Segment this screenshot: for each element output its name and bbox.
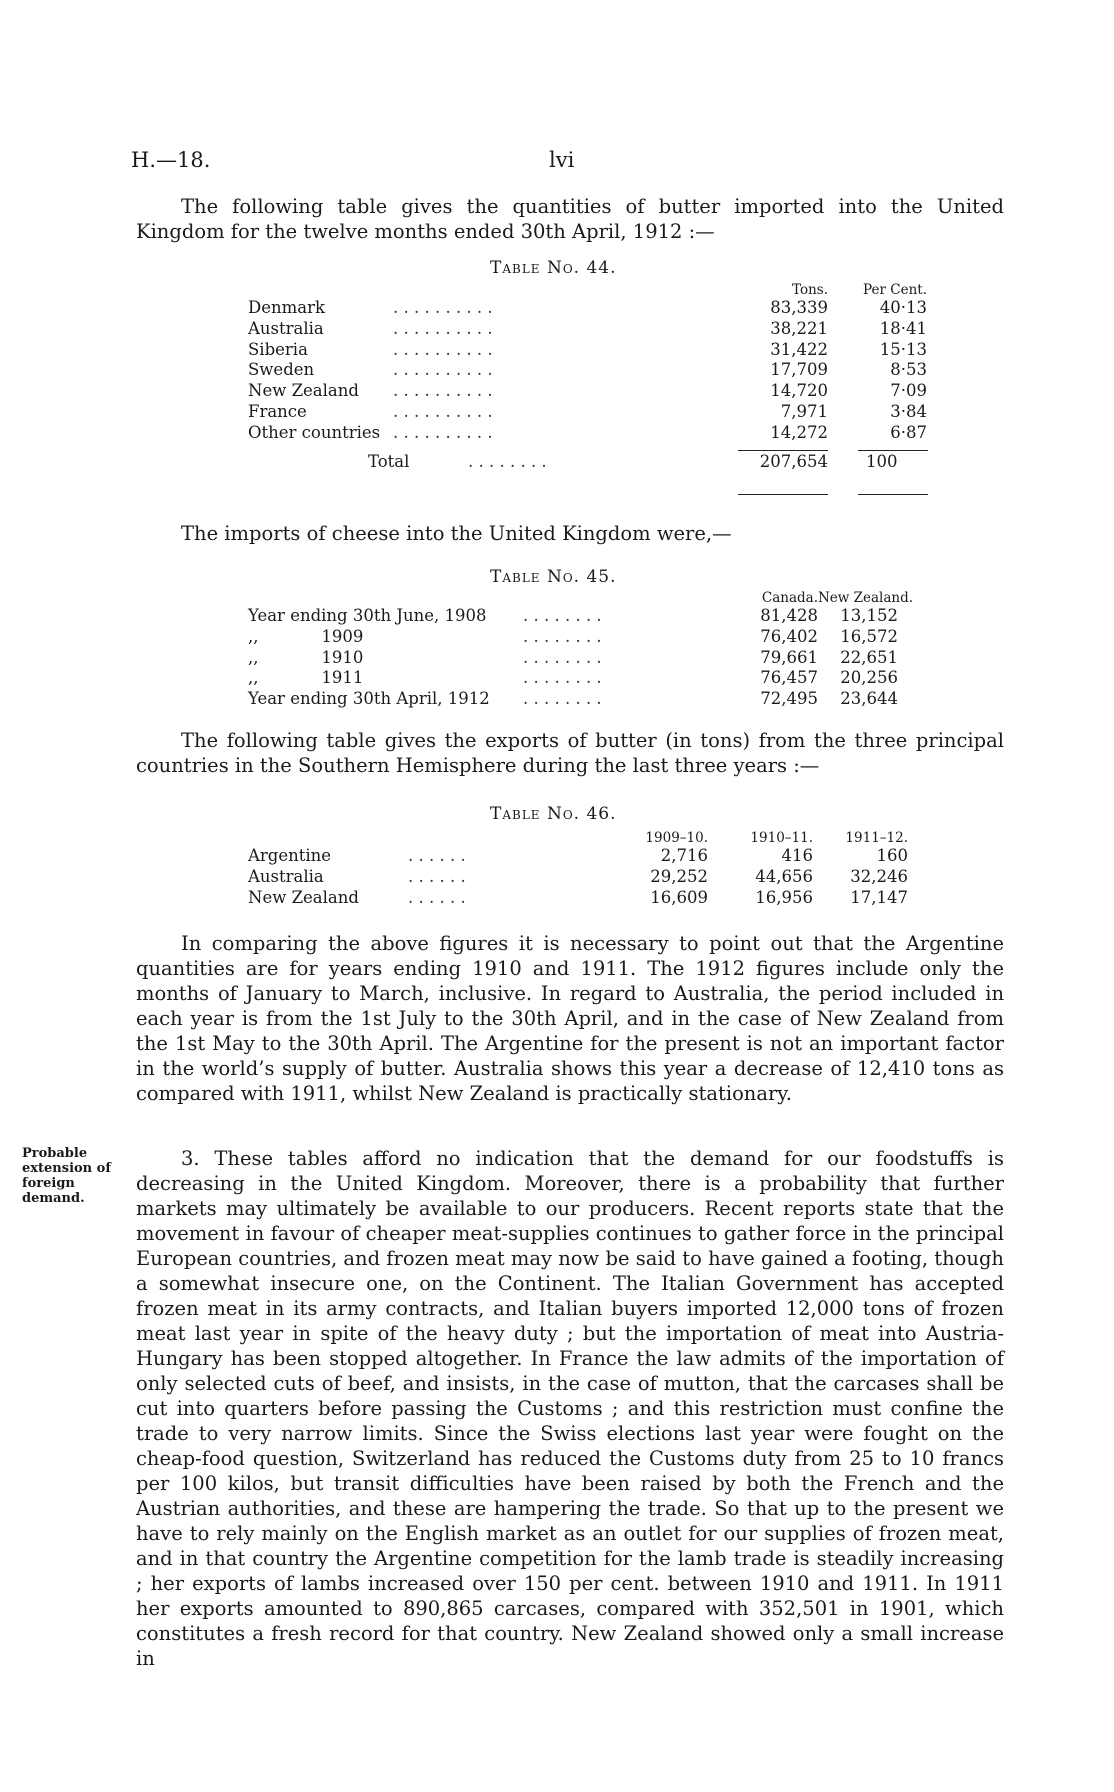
total-rule <box>858 494 928 495</box>
tons-value: 17,709 <box>770 360 828 380</box>
value-1909-10: 2,716 <box>660 846 708 865</box>
percent-value: 3·84 <box>890 401 927 421</box>
table-total-row <box>248 452 928 473</box>
table-46-caption: Table No. 46. <box>490 804 617 824</box>
new-zealand-value: 13,152 <box>840 606 898 625</box>
leader-dots: . . . . . . . . . . <box>393 381 493 401</box>
percent-value: 6·87 <box>890 422 927 442</box>
table-45-header <box>248 588 913 606</box>
table-row <box>248 888 908 909</box>
year-label: ,, 1910 <box>248 647 364 667</box>
leader-dots: . . . . . . . . . . <box>393 339 493 359</box>
canada-value: 76,457 <box>760 668 818 688</box>
country-name: Australia <box>248 866 324 886</box>
table-44 <box>248 280 928 472</box>
table-row <box>248 319 928 340</box>
table-45-caption: Table No. 45. <box>490 567 617 587</box>
sum-rule <box>738 450 828 451</box>
col-tons-header: Tons. <box>792 282 828 298</box>
total-label: Total <box>368 451 410 471</box>
value-1911-12: 160 <box>876 846 908 865</box>
total-tons-value: 207,654 <box>759 451 828 471</box>
canada-value: 76,402 <box>760 626 818 646</box>
table-row <box>248 668 908 689</box>
value-1911-12: 17,147 <box>850 887 908 907</box>
table-row <box>248 867 908 888</box>
leader-dots: . . . . . . . . <box>523 668 602 688</box>
tons-value: 31,422 <box>770 339 828 359</box>
percent-value: 15·13 <box>879 339 927 359</box>
table-row <box>248 423 928 444</box>
leader-dots: . . . . . . . . . . <box>393 318 493 338</box>
table-row <box>248 402 928 423</box>
intro-paragraph-butter-imports: The following table gives the quantities of butter imported into the United Kingdom for the twelve months ended 30th April, 1912 :— <box>136 195 1004 243</box>
col-canada-header: Canada. <box>761 590 818 606</box>
leader-dots: . . . . . . <box>408 846 466 865</box>
country-name: Other countries <box>248 422 381 442</box>
sum-rule <box>858 450 928 451</box>
tons-value: 7,971 <box>780 401 828 421</box>
col-new-zealand-header: New Zealand. <box>817 590 913 606</box>
table-46-header <box>248 828 908 846</box>
leader-dots: . . . . . . . . . . <box>393 401 493 421</box>
table-45 <box>248 588 913 710</box>
table-row <box>248 381 928 402</box>
country-name: Siberia <box>248 339 308 359</box>
value-1910-11: 44,656 <box>755 866 813 886</box>
country-name: Argentine <box>248 846 332 865</box>
percent-value: 7·09 <box>890 381 927 401</box>
leader-dots: . . . . . . . . . . <box>393 298 493 317</box>
leader-dots: . . . . . . . . <box>523 689 602 709</box>
percent-value: 8·53 <box>890 360 927 380</box>
percent-value: 40·13 <box>879 298 927 317</box>
value-1909-10: 16,609 <box>650 887 708 907</box>
country-name: New Zealand <box>248 381 359 401</box>
country-name: Sweden <box>248 360 315 380</box>
year-label: ,, 1911 <box>248 668 364 688</box>
year-label: Year ending 30th June, 1908 <box>248 606 487 625</box>
year-label: ,, 1909 <box>248 626 364 646</box>
intro-paragraph-cheese-imports: The imports of cheese into the United Kingdom were,— <box>181 522 732 545</box>
leader-dots: . . . . . . <box>408 887 466 907</box>
value-1910-11: 16,956 <box>755 887 813 907</box>
tons-value: 83,339 <box>770 298 828 317</box>
tons-value: 38,221 <box>770 318 828 338</box>
table-row <box>248 689 908 710</box>
new-zealand-value: 22,651 <box>840 647 898 667</box>
table-row <box>248 606 908 627</box>
table-row <box>248 298 928 319</box>
year-label: Year ending 30th April, 1912 <box>248 689 490 709</box>
col-1909-10-header: 1909–10. <box>645 830 708 846</box>
table-row <box>248 846 908 867</box>
total-rule <box>738 494 828 495</box>
leader-dots: . . . . . . <box>408 866 466 886</box>
leader-dots: . . . . . . . . . . <box>393 360 493 380</box>
country-name: Denmark <box>248 298 325 317</box>
new-zealand-value: 23,644 <box>840 689 898 709</box>
leader-dots: . . . . . . . . . . <box>393 422 493 442</box>
leader-dots: . . . . . . . . <box>468 451 547 471</box>
intro-paragraph-butter-exports: The following table gives the exports of butter (in tons) from the three principal countries in the Southern Hemisphere during the last three years :— <box>136 729 1004 777</box>
canada-value: 79,661 <box>760 647 818 667</box>
page-number: lvi <box>549 148 575 172</box>
leader-dots: . . . . . . . . <box>523 606 602 625</box>
tons-value: 14,720 <box>770 381 828 401</box>
table-44-header <box>248 280 928 298</box>
table-46 <box>248 828 908 908</box>
canada-value: 81,428 <box>760 606 818 625</box>
table-44-caption: Table No. 44. <box>490 258 617 278</box>
table-row <box>248 360 928 381</box>
margin-note: Probable extension of foreign demand. <box>22 1146 111 1206</box>
new-zealand-value: 20,256 <box>840 668 898 688</box>
percent-value: 18·41 <box>879 318 927 338</box>
table-row <box>248 627 908 648</box>
total-percent-value: 100 <box>866 451 898 471</box>
table-row <box>248 340 928 361</box>
report-reference: H.—18. <box>131 148 211 172</box>
new-zealand-value: 16,572 <box>840 626 898 646</box>
value-1909-10: 29,252 <box>650 866 708 886</box>
tons-value: 14,272 <box>770 422 828 442</box>
col-1910-11-header: 1910–11. <box>750 830 813 846</box>
country-name: Australia <box>248 318 324 338</box>
col-percent-header: Per Cent. <box>863 282 927 298</box>
leader-dots: . . . . . . . . <box>523 647 602 667</box>
comparison-paragraph: In comparing the above figures it is necessary to point out that the Argentine quantities are for years ending 1910 and 1911. The 1912 figures include only the months of January to March, inclusive. In regard to Australia, the period included in each year is from the 1st July to the 30th April, and in the case of New Zealand from the 1st May to the 30th April. The Argentine for the present is not an important factor in the world’s supply of butter. Australia shows this year a decrease of 12,410 tons as compared with 1911, whilst New Zealand is practically stationary. <box>136 932 1004 1105</box>
value-1911-12: 32,246 <box>850 866 908 886</box>
leader-dots: . . . . . . . . <box>523 626 602 646</box>
col-1911-12-header: 1911–12. <box>845 830 908 846</box>
table-row <box>248 648 908 669</box>
section-3-paragraph: 3. These tables afford no indication that the demand for our foodstuffs is decreasing in the United Kingdom. Moreover, there is a probability that further markets may ultimately be available to our producers. Recent reports state that the movement in favour of cheaper meat-supplies continues to gather force in the principal European countries, and frozen meat may now be said to have gained a footing, though a somewhat insecure one, on the Continent. The Italian Government has accepted frozen meat in its army contracts, and Italian buyers imported 12,000 tons of frozen meat last year in spite of the heavy duty ; but the importation of meat into Austria-Hungary has been stopped altogether. In France the law admits of the importation of only selected cuts of beef, and insists, in the case of mutton, that the carcases shall be cut into quarters before passing the Customs ; and this restriction must confine the trade to very narrow limits. Since the Swiss elections last year were fought on the cheap-food question, Switzerland has reduced the Customs duty from 25 to 10 francs per 100 kilos, but transit difficulties have been raised by both the French and the Austrian authorities, and these are hampering the trade. So that up to the present we have to rely mainly on the English market as an outlet for our supplies of frozen meat, and in that country the Argentine competition for the lamb trade is steadily increasing ; her exports of lambs increased over 150 per cent. between 1910 and 1911. In 1911 her exports amounted to 890,865 carcases, compared with 352,501 in 1901, which constitutes a fresh record for that country. New Zealand showed only a small increase in <box>136 1147 1004 1670</box>
country-name: New Zealand <box>248 887 359 907</box>
country-name: France <box>248 401 307 421</box>
canada-value: 72,495 <box>760 689 818 709</box>
value-1910-11: 416 <box>781 846 813 865</box>
